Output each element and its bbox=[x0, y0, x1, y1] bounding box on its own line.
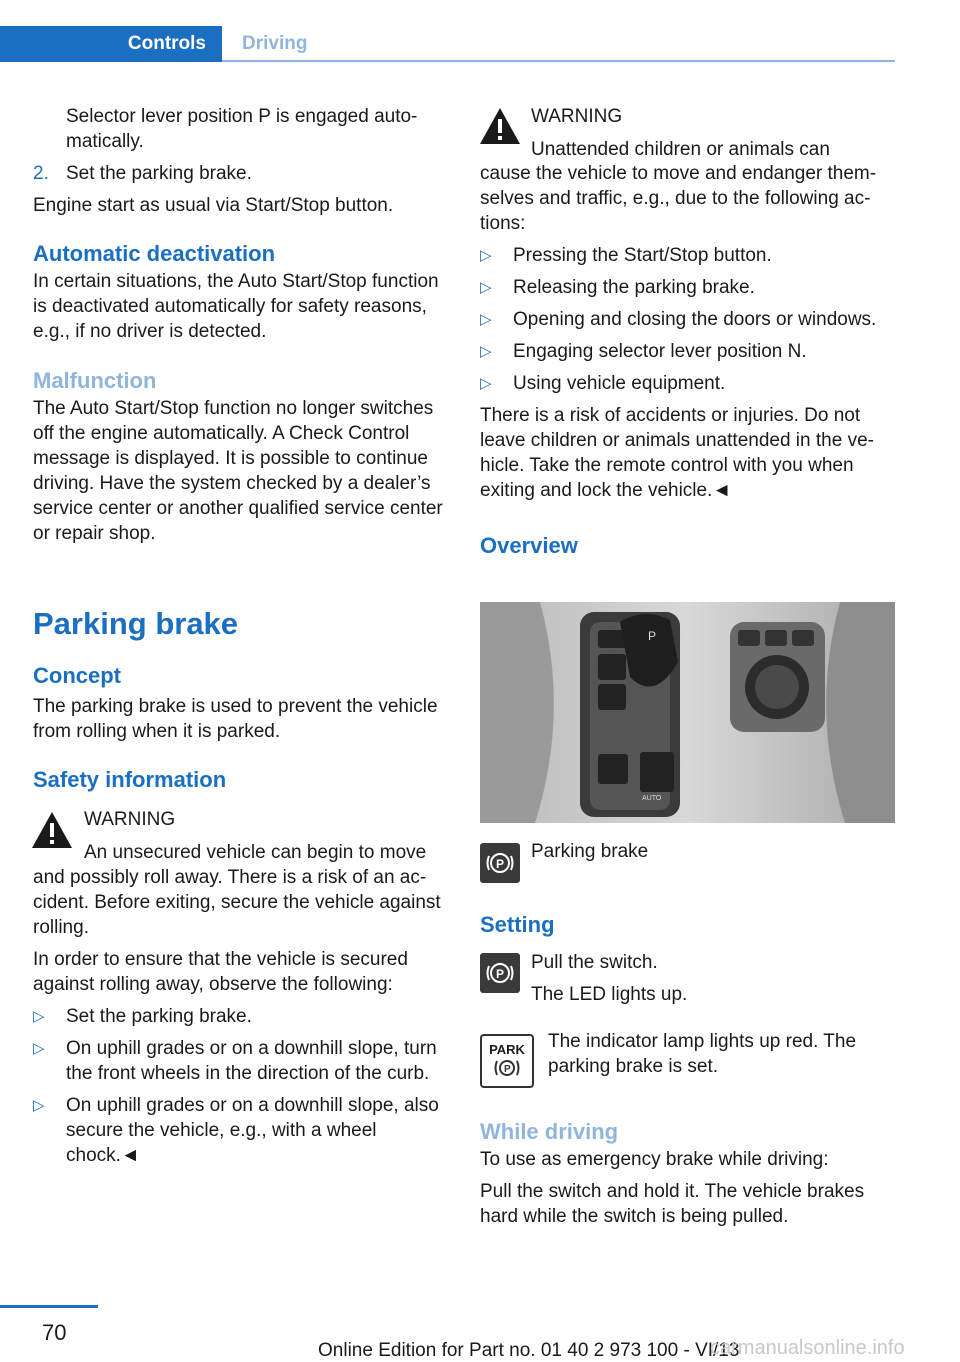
tab-driving[interactable]: Driving bbox=[242, 33, 308, 54]
list-item: ▷ Releasing the parking brake. bbox=[480, 277, 755, 298]
warning-icon bbox=[31, 810, 73, 855]
triangle-bullet-icon: ▷ bbox=[33, 1097, 45, 1114]
heading-safety-information: Safety information bbox=[33, 767, 227, 792]
watermark: carmanualsonline.info bbox=[710, 1337, 905, 1359]
heading-parking-brake: Parking brake bbox=[33, 606, 239, 641]
triangle-bullet-icon: ▷ bbox=[480, 343, 492, 360]
list-item: ▷ Using vehicle equipment. bbox=[480, 373, 726, 394]
heading-overview: Overview bbox=[480, 533, 578, 558]
footer-divider bbox=[0, 1305, 98, 1308]
list-item: ▷ On uphill grades or on a downhill slope, also secure the vehicle, e.g., with a wheel chock.◄ bbox=[33, 1095, 439, 1166]
auto-deactivation-text: In certain situations, the Auto Start/Stop function is deactivated automatically for safety reasons, e.g., if no driver is detected. bbox=[33, 271, 439, 342]
pull-switch-text: Pull the switch. bbox=[531, 952, 658, 973]
triangle-bullet-icon: ▷ bbox=[33, 1008, 45, 1025]
header-divider bbox=[222, 60, 895, 62]
photo-auto-label: AUTO bbox=[642, 795, 662, 802]
warning-head bbox=[84, 807, 444, 865]
step-number: 2. bbox=[33, 163, 49, 184]
park-indicator-icon bbox=[480, 1034, 534, 1088]
actions-list bbox=[480, 243, 895, 396]
secure-list bbox=[33, 1004, 445, 1168]
list-item: ▷ Opening and closing the doors or windows. bbox=[480, 309, 877, 330]
step-2 bbox=[33, 161, 445, 186]
warning-first-line: An unsecured vehicle can begin to move bbox=[84, 842, 427, 863]
malfunction-text: The Auto Start/Stop function no longer switches off the engine automatically. A Check Control message is displayed. It is possible to continue driving. Have the system checked by a dealer’s service center or another qualified service center or repair shop. bbox=[33, 398, 443, 544]
pull-hold-text: Pull the switch and hold it. The vehicle brakes hard while the switch is being pulled. bbox=[480, 1181, 865, 1227]
console-photo bbox=[480, 602, 895, 823]
engine-start-text: Engine start as usual via Start/Stop button. bbox=[33, 195, 394, 216]
svg-text:P: P bbox=[504, 1064, 511, 1075]
online-edition: Online Edition for Part no. 01 40 2 973 100 - VI/13 bbox=[318, 1340, 740, 1361]
left-column bbox=[33, 104, 445, 546]
secure-intro-text: In order to ensure that the vehicle is secured against rolling away, observe the following: bbox=[33, 949, 408, 995]
heading-automatic-deactivation: Automatic deactivation bbox=[33, 241, 276, 266]
warning-text: cause the vehicle to move and endanger themselves and traffic, e.g., due to the following actions: bbox=[480, 163, 877, 234]
parking-brake-switch-icon bbox=[480, 953, 520, 993]
svg-text:P: P bbox=[496, 967, 505, 981]
led-text: The LED lights up. bbox=[531, 984, 688, 1005]
list-item: ▷ Set the parking brake. bbox=[33, 1006, 252, 1027]
triangle-bullet-icon: ▷ bbox=[480, 279, 492, 296]
svg-text:P: P bbox=[496, 857, 505, 871]
left-warning-body bbox=[33, 865, 445, 1168]
heading-while-driving: While driving bbox=[480, 1119, 619, 1144]
heading-setting: Setting bbox=[480, 912, 555, 937]
step-text: Set the parking brake. bbox=[66, 163, 252, 184]
photo-p-label: P bbox=[648, 629, 657, 643]
right-warning-head bbox=[531, 104, 895, 162]
page-number: 70 bbox=[42, 1320, 67, 1345]
warning-first-line: Unattended children or animals can bbox=[531, 139, 830, 160]
emergency-text: To use as emergency brake while driving: bbox=[480, 1149, 829, 1170]
concept-text: The parking brake is used to prevent the vehicle from rolling when it is parked. bbox=[33, 696, 438, 742]
warning-label: WARNING bbox=[531, 106, 623, 127]
tab-controls[interactable]: Controls bbox=[0, 26, 222, 62]
list-item: ▷ On uphill grades or on a downhill slope, turn the front wheels in the direction of the curb. bbox=[33, 1038, 437, 1084]
triangle-bullet-icon: ▷ bbox=[480, 375, 492, 392]
triangle-bullet-icon: ▷ bbox=[33, 1040, 45, 1057]
warning-label: WARNING bbox=[84, 809, 176, 830]
setting-steps bbox=[531, 950, 895, 1007]
list-item: ▷ Engaging selector lever position N. bbox=[480, 341, 807, 362]
warning-icon bbox=[479, 106, 521, 151]
left-column-2 bbox=[33, 662, 445, 794]
while-driving-section bbox=[480, 1118, 895, 1229]
risk-text: There is a risk of accidents or injuries. Do not leave children or animals unattended in the vehicle. Take the remote control with you when exiting and lock the vehicle.◄ bbox=[480, 405, 874, 501]
warning-text: and possibly roll away. There is a risk of an accident. Before exiting, secure the vehicle against rolling. bbox=[33, 867, 441, 938]
triangle-bullet-icon: ▷ bbox=[480, 311, 492, 328]
step1-continuation: Selector lever position P is engaged automatically. bbox=[66, 106, 418, 152]
heading-concept: Concept bbox=[33, 663, 121, 688]
indicator-text: The indicator lamp lights up red. The parking brake is set. bbox=[548, 1031, 857, 1077]
parking-brake-caption: Parking brake bbox=[531, 841, 649, 862]
heading-malfunction: Malfunction bbox=[33, 368, 157, 393]
park-label: PARK bbox=[489, 1042, 525, 1057]
right-column bbox=[480, 161, 895, 560]
parking-brake-icon bbox=[480, 843, 520, 883]
triangle-bullet-icon: ▷ bbox=[480, 247, 492, 264]
list-item: ▷ Pressing the Start/Stop button. bbox=[480, 245, 772, 266]
